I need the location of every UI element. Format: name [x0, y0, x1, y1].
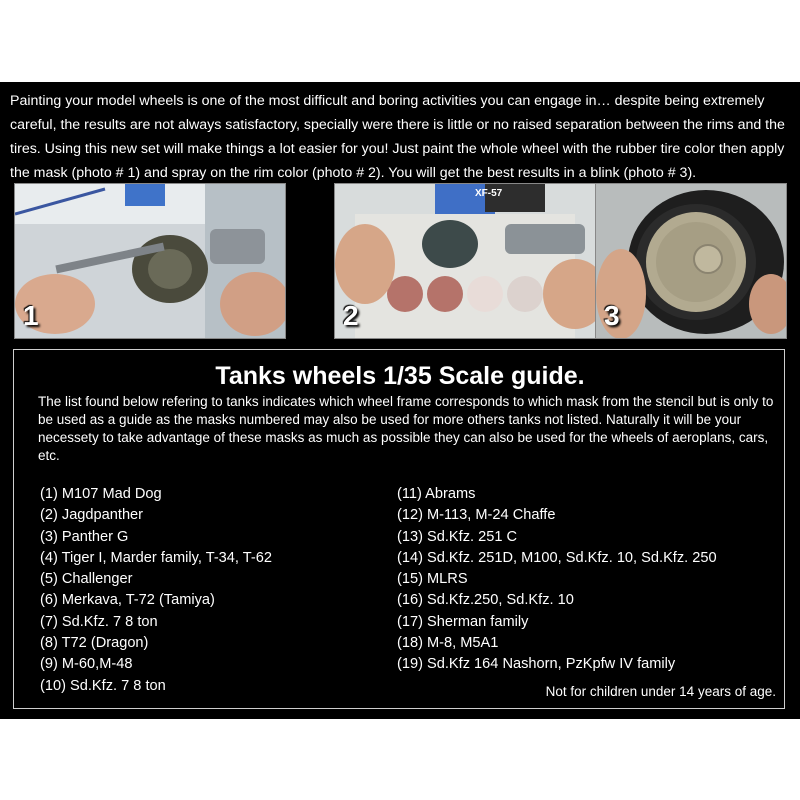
list-item: (10) Sd.Kfz. 7 8 ton: [40, 677, 166, 694]
list-item: (11) Abrams: [397, 486, 476, 502]
list-item: (8) T72 (Dragon): [40, 635, 149, 652]
list-item: (19) Sd.Kfz 164 Nashorn, PzKpfw IV family: [397, 656, 676, 673]
photo-1: [14, 183, 286, 339]
list-item: (15) MLRS: [397, 571, 468, 588]
photo-3-number: 3: [604, 300, 620, 331]
list-item: (17) Sherman family: [397, 613, 529, 630]
photo-3: [595, 183, 787, 339]
list-item: (7) Sd.Kfz. 7 8 ton: [40, 613, 158, 630]
list-item: (16) Sd.Kfz.250, Sd.Kfz. 10: [397, 592, 574, 609]
list-item: (1) M107 Mad Dog: [40, 486, 162, 502]
guide-title: Tanks wheels 1/35 Scale guide.: [215, 362, 585, 390]
list-item: (12) M-113, M-24 Chaffe: [397, 507, 556, 524]
photo-2: [334, 183, 606, 339]
intro-text: Painting your model wheels is one of the most difficult and boring activities you can engage in… despite being extremely careful, the results are not always satisfactory, specially were there is little or no raised separation between the rims and the tires. Using this new set will make things a lot easier for you! Just paint the whole wheel with the rubber tire color then apply the mask (photo # 1) and spray on the rim color (photo # 2). You will get the best results in a blink (photo # 3).: [10, 93, 785, 181]
list-item: (5) Challenger: [40, 571, 133, 588]
photo-3-image: [596, 184, 786, 338]
list-item: (9) M-60,M-48: [40, 656, 133, 673]
photo-2-paint-label: XF-57: [475, 188, 503, 199]
list-item: (14) Sd.Kfz. 251D, M100, Sd.Kfz. 10, Sd.Kfz. 250: [397, 549, 717, 566]
list-item: (18) M-8, M5A1: [397, 635, 499, 652]
list-item: (6) Merkava, T-72 (Tamiya): [40, 592, 215, 609]
list-item: (3) Panther G: [40, 528, 129, 545]
list-item: (2) Jagdpanther: [40, 507, 144, 524]
photo-1-number: 1: [23, 300, 39, 331]
tank-list-left: [40, 484, 272, 697]
photo-1-image: [15, 184, 285, 338]
photo-2-image: [335, 184, 605, 338]
guide-description: The list found below refering to tanks indicates which wheel frame corresponds to which mask from the stencil but is only to be used as a guide as the masks numbered may also be used for more others tanks not listed. Naturally it will be your necessety to take advantage of these masks as much as possible they can also be used for the wheels of aeroplans, cars, etc.: [38, 394, 774, 463]
tank-list-right: [397, 484, 717, 676]
list-item: (4) Tiger I, Marder family, T-34, T-62: [40, 549, 272, 566]
list-item: (13) Sd.Kfz. 251 C: [397, 528, 518, 545]
photo-2-number: 2: [343, 300, 359, 331]
age-disclaimer: Not for children under 14 years of age.: [545, 684, 776, 699]
